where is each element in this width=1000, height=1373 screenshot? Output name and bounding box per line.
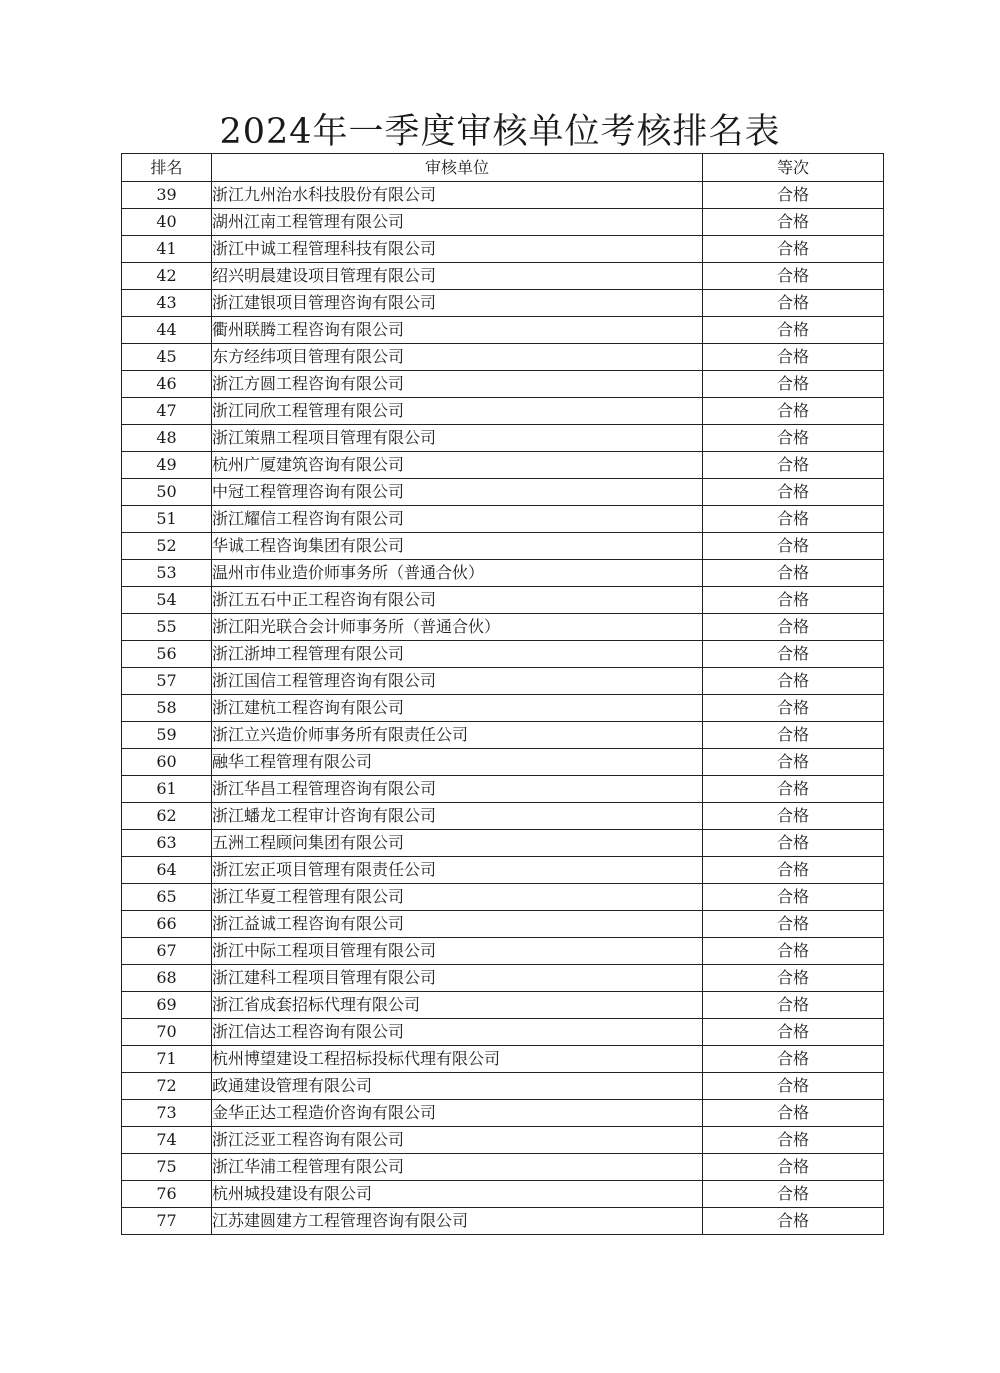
grade-cell: 合格 — [703, 938, 884, 965]
grade-cell: 合格 — [703, 965, 884, 992]
table-row — [122, 830, 884, 857]
rank-cell: 73 — [122, 1100, 212, 1127]
table-row — [122, 290, 884, 317]
rank-cell: 49 — [122, 452, 212, 479]
grade-cell: 合格 — [703, 344, 884, 371]
page-title: 2024年一季度审核单位考核排名表 — [219, 112, 781, 152]
table-row — [122, 1100, 884, 1127]
unit-cell: 浙江立兴造价师事务所有限责任公司 — [212, 722, 703, 749]
rank-cell: 66 — [122, 911, 212, 938]
unit-cell: 浙江省成套招标代理有限公司 — [212, 992, 703, 1019]
table-row — [122, 803, 884, 830]
grade-cell: 合格 — [703, 1208, 884, 1235]
table-row — [122, 749, 884, 776]
grade-cell: 合格 — [703, 722, 884, 749]
unit-cell: 杭州广厦建筑咨询有限公司 — [212, 452, 703, 479]
rank-cell: 51 — [122, 506, 212, 533]
rank-cell: 43 — [122, 290, 212, 317]
rank-cell: 71 — [122, 1046, 212, 1073]
grade-cell: 合格 — [703, 911, 884, 938]
grade-cell: 合格 — [703, 1073, 884, 1100]
ranking-table — [121, 153, 884, 1235]
table-row — [122, 317, 884, 344]
unit-cell: 浙江建银项目管理咨询有限公司 — [212, 290, 703, 317]
rank-cell: 52 — [122, 533, 212, 560]
grade-cell: 合格 — [703, 776, 884, 803]
rank-cell: 68 — [122, 965, 212, 992]
unit-cell: 融华工程管理有限公司 — [212, 749, 703, 776]
grade-cell: 合格 — [703, 425, 884, 452]
table-row — [122, 1181, 884, 1208]
unit-cell: 浙江华夏工程管理有限公司 — [212, 884, 703, 911]
rank-cell: 65 — [122, 884, 212, 911]
table-row — [122, 614, 884, 641]
unit-cell: 浙江益诚工程咨询有限公司 — [212, 911, 703, 938]
grade-cell: 合格 — [703, 1019, 884, 1046]
table-row — [122, 857, 884, 884]
table-row — [122, 560, 884, 587]
rank-cell: 70 — [122, 1019, 212, 1046]
table-row — [122, 1154, 884, 1181]
unit-cell: 浙江蟠龙工程审计咨询有限公司 — [212, 803, 703, 830]
table-row — [122, 911, 884, 938]
rank-cell: 46 — [122, 371, 212, 398]
table-row — [122, 1073, 884, 1100]
rank-cell: 64 — [122, 857, 212, 884]
table-row — [122, 398, 884, 425]
table-row — [122, 884, 884, 911]
grade-cell: 合格 — [703, 884, 884, 911]
unit-cell: 浙江耀信工程咨询有限公司 — [212, 506, 703, 533]
unit-cell: 浙江华昌工程管理咨询有限公司 — [212, 776, 703, 803]
unit-cell: 浙江五石中正工程咨询有限公司 — [212, 587, 703, 614]
column-header-unit: 审核单位 — [212, 154, 703, 182]
column-header-grade: 等次 — [703, 154, 884, 182]
table-row — [122, 776, 884, 803]
grade-cell: 合格 — [703, 398, 884, 425]
rank-cell: 74 — [122, 1127, 212, 1154]
unit-cell: 浙江华浦工程管理有限公司 — [212, 1154, 703, 1181]
unit-cell: 浙江阳光联合会计师事务所（普通合伙） — [212, 614, 703, 641]
rank-cell: 40 — [122, 209, 212, 236]
rank-cell: 75 — [122, 1154, 212, 1181]
rank-cell: 48 — [122, 425, 212, 452]
grade-cell: 合格 — [703, 587, 884, 614]
unit-cell: 江苏建圆建方工程管理咨询有限公司 — [212, 1208, 703, 1235]
rank-cell: 62 — [122, 803, 212, 830]
grade-cell: 合格 — [703, 263, 884, 290]
rank-cell: 59 — [122, 722, 212, 749]
table-row — [122, 182, 884, 209]
unit-cell: 中冠工程管理咨询有限公司 — [212, 479, 703, 506]
unit-cell: 杭州城投建设有限公司 — [212, 1181, 703, 1208]
rank-cell: 58 — [122, 695, 212, 722]
grade-cell: 合格 — [703, 209, 884, 236]
unit-cell: 浙江中际工程项目管理有限公司 — [212, 938, 703, 965]
rank-cell: 44 — [122, 317, 212, 344]
table-row — [122, 209, 884, 236]
rank-cell: 42 — [122, 263, 212, 290]
unit-cell: 浙江方圆工程咨询有限公司 — [212, 371, 703, 398]
table-row — [122, 236, 884, 263]
unit-cell: 东方经纬项目管理有限公司 — [212, 344, 703, 371]
table-row — [122, 938, 884, 965]
unit-cell: 华诚工程咨询集团有限公司 — [212, 533, 703, 560]
rank-cell: 63 — [122, 830, 212, 857]
grade-cell: 合格 — [703, 695, 884, 722]
table-row — [122, 965, 884, 992]
unit-cell: 衢州联腾工程咨询有限公司 — [212, 317, 703, 344]
grade-cell: 合格 — [703, 533, 884, 560]
table-row — [122, 695, 884, 722]
rank-cell: 61 — [122, 776, 212, 803]
grade-cell: 合格 — [703, 317, 884, 344]
table-row — [122, 992, 884, 1019]
rank-cell: 60 — [122, 749, 212, 776]
grade-cell: 合格 — [703, 479, 884, 506]
column-header-rank: 排名 — [122, 154, 212, 182]
rank-cell: 69 — [122, 992, 212, 1019]
table-row — [122, 1208, 884, 1235]
grade-cell: 合格 — [703, 236, 884, 263]
grade-cell: 合格 — [703, 1181, 884, 1208]
rank-cell: 72 — [122, 1073, 212, 1100]
grade-cell: 合格 — [703, 803, 884, 830]
unit-cell: 浙江策鼎工程项目管理有限公司 — [212, 425, 703, 452]
rank-cell: 55 — [122, 614, 212, 641]
table-row — [122, 1019, 884, 1046]
unit-cell: 浙江浙坤工程管理有限公司 — [212, 641, 703, 668]
grade-cell: 合格 — [703, 857, 884, 884]
rank-cell: 76 — [122, 1181, 212, 1208]
table-row — [122, 668, 884, 695]
unit-cell: 浙江宏正项目管理有限责任公司 — [212, 857, 703, 884]
table-body — [122, 182, 884, 1235]
grade-cell: 合格 — [703, 1046, 884, 1073]
grade-cell: 合格 — [703, 371, 884, 398]
unit-cell: 浙江国信工程管理咨询有限公司 — [212, 668, 703, 695]
unit-cell: 湖州江南工程管理有限公司 — [212, 209, 703, 236]
unit-cell: 浙江同欣工程管理有限公司 — [212, 398, 703, 425]
table-row — [122, 479, 884, 506]
rank-cell: 77 — [122, 1208, 212, 1235]
unit-cell: 浙江中诚工程管理科技有限公司 — [212, 236, 703, 263]
rank-cell: 39 — [122, 182, 212, 209]
table-row — [122, 263, 884, 290]
grade-cell: 合格 — [703, 452, 884, 479]
unit-cell: 浙江建杭工程咨询有限公司 — [212, 695, 703, 722]
grade-cell: 合格 — [703, 182, 884, 209]
rank-cell: 57 — [122, 668, 212, 695]
grade-cell: 合格 — [703, 560, 884, 587]
rank-cell: 50 — [122, 479, 212, 506]
unit-cell: 杭州博望建设工程招标投标代理有限公司 — [212, 1046, 703, 1073]
rank-cell: 67 — [122, 938, 212, 965]
rank-cell: 41 — [122, 236, 212, 263]
unit-cell: 绍兴明晨建设项目管理有限公司 — [212, 263, 703, 290]
grade-cell: 合格 — [703, 1154, 884, 1181]
table-row — [122, 533, 884, 560]
table-row — [122, 344, 884, 371]
grade-cell: 合格 — [703, 992, 884, 1019]
table-header-row — [122, 154, 884, 182]
rank-cell: 47 — [122, 398, 212, 425]
grade-cell: 合格 — [703, 641, 884, 668]
table-row — [122, 452, 884, 479]
table-row — [122, 371, 884, 398]
grade-cell: 合格 — [703, 290, 884, 317]
unit-cell: 浙江泛亚工程咨询有限公司 — [212, 1127, 703, 1154]
unit-cell: 浙江九州治水科技股份有限公司 — [212, 182, 703, 209]
rank-cell: 54 — [122, 587, 212, 614]
grade-cell: 合格 — [703, 506, 884, 533]
unit-cell: 温州市伟业造价师事务所（普通合伙） — [212, 560, 703, 587]
table-row — [122, 722, 884, 749]
table-row — [122, 641, 884, 668]
grade-cell: 合格 — [703, 614, 884, 641]
rank-cell: 56 — [122, 641, 212, 668]
rank-cell: 53 — [122, 560, 212, 587]
grade-cell: 合格 — [703, 1100, 884, 1127]
unit-cell: 浙江信达工程咨询有限公司 — [212, 1019, 703, 1046]
table-row — [122, 506, 884, 533]
unit-cell: 金华正达工程造价咨询有限公司 — [212, 1100, 703, 1127]
rank-cell: 45 — [122, 344, 212, 371]
table-row — [122, 425, 884, 452]
table-row — [122, 1046, 884, 1073]
grade-cell: 合格 — [703, 749, 884, 776]
unit-cell: 政通建设管理有限公司 — [212, 1073, 703, 1100]
unit-cell: 五洲工程顾问集团有限公司 — [212, 830, 703, 857]
table-row — [122, 587, 884, 614]
unit-cell: 浙江建科工程项目管理有限公司 — [212, 965, 703, 992]
grade-cell: 合格 — [703, 830, 884, 857]
table-row — [122, 1127, 884, 1154]
grade-cell: 合格 — [703, 1127, 884, 1154]
grade-cell: 合格 — [703, 668, 884, 695]
